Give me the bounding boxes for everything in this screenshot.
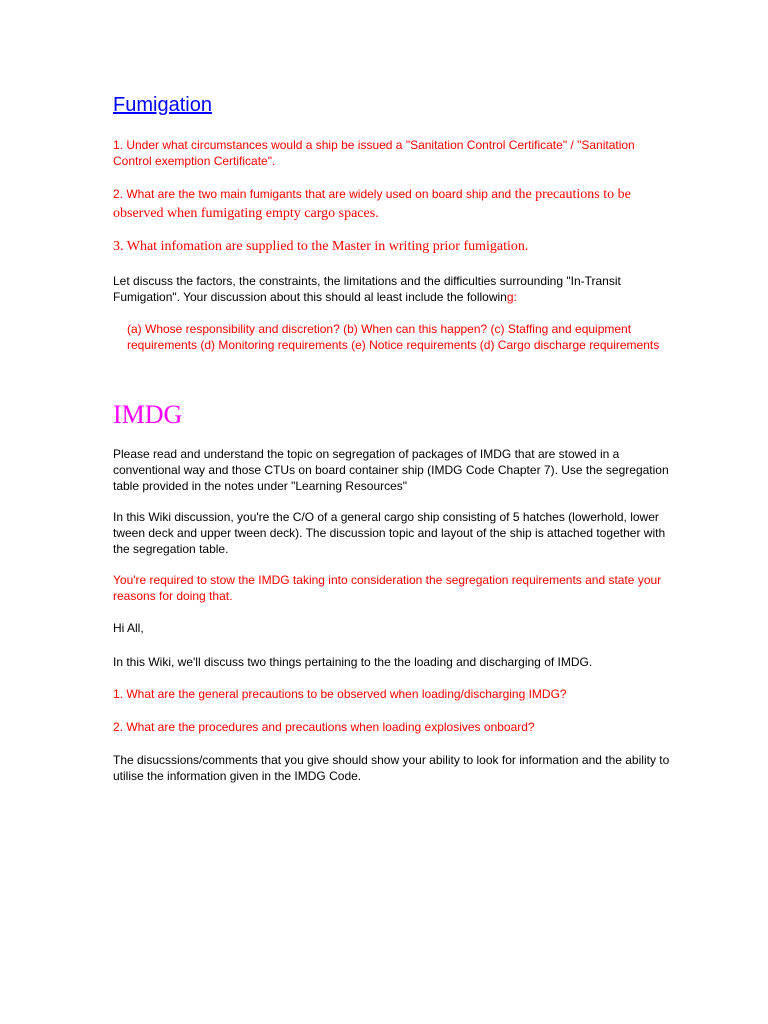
- imdg-question-1: 1. What are the general precautions to be observed when loading/discharging IMDG?: [113, 687, 567, 701]
- imdg-paragraph-5: The disucssions/comments that you give should show your ability to look for information and the ability to utilise the information given in the IMDG Code.: [113, 753, 670, 783]
- imdg-question-2: 2. What are the procedures and precautions when loading explosives onboard?: [113, 720, 535, 734]
- fumigation-discussion-text: Let discuss the factors, the constraints, the limitations and the difficulties surrounding "In-Transit Fumigation". Your discussion about this should al least include the followin: [113, 274, 621, 304]
- fumigation-question-2-part-a: 2. What are the two main fumigants that are widely used on board ship and: [113, 187, 515, 201]
- imdg-paragraph-2: In this Wiki discussion, you're the C/O of a general cargo ship consisting of 5 hatches (lowerhold, lower tween deck and upper tween deck). The discussion topic and layout of the ship is attached together with the segregation table.: [113, 510, 666, 556]
- fumigation-question-2-part-b: the precautions to be observed when fumigating empty cargo spaces.: [113, 187, 631, 221]
- imdg-heading: IMDG: [113, 400, 183, 429]
- imdg-paragraph-3: You're required to stow the IMDG taking into consideration the segregation requirements and state your reasons for doing that.: [113, 573, 662, 603]
- fumigation-discussion-tail: g:: [506, 290, 517, 304]
- fumigation-discussion: [113, 273, 673, 305]
- fumigation-question-2: [113, 185, 673, 223]
- imdg-paragraph-1: Please read and understand the topic on segregation of packages of IMDG that are stowed in a conventional way and those CTUs on board container ship (IMDG Code Chapter 7). Use the segregation table provided in the notes under "Learning Resources": [113, 447, 669, 493]
- fumigation-question-1: 1. Under what circumstances would a ship be issued a "Sanitation Control Certificate" / "Sanitation Control exemption Certificate".: [113, 138, 635, 168]
- fumigation-heading: Fumigation: [113, 94, 212, 116]
- fumigation-discussion-points: (a) Whose responsibility and discretion? (b) When can this happen? (c) Staffing and equipment requirements (d) Monitoring requirements (e) Notice requirements (d) Cargo discharge requirements: [127, 322, 660, 352]
- imdg-greeting: Hi All,: [113, 621, 144, 635]
- imdg-paragraph-4: In this Wiki, we'll discuss two things pertaining to the the loading and discharging of IMDG.: [113, 655, 593, 669]
- fumigation-question-3: 3. What infomation are supplied to the Master in writing prior fumigation.: [113, 239, 529, 254]
